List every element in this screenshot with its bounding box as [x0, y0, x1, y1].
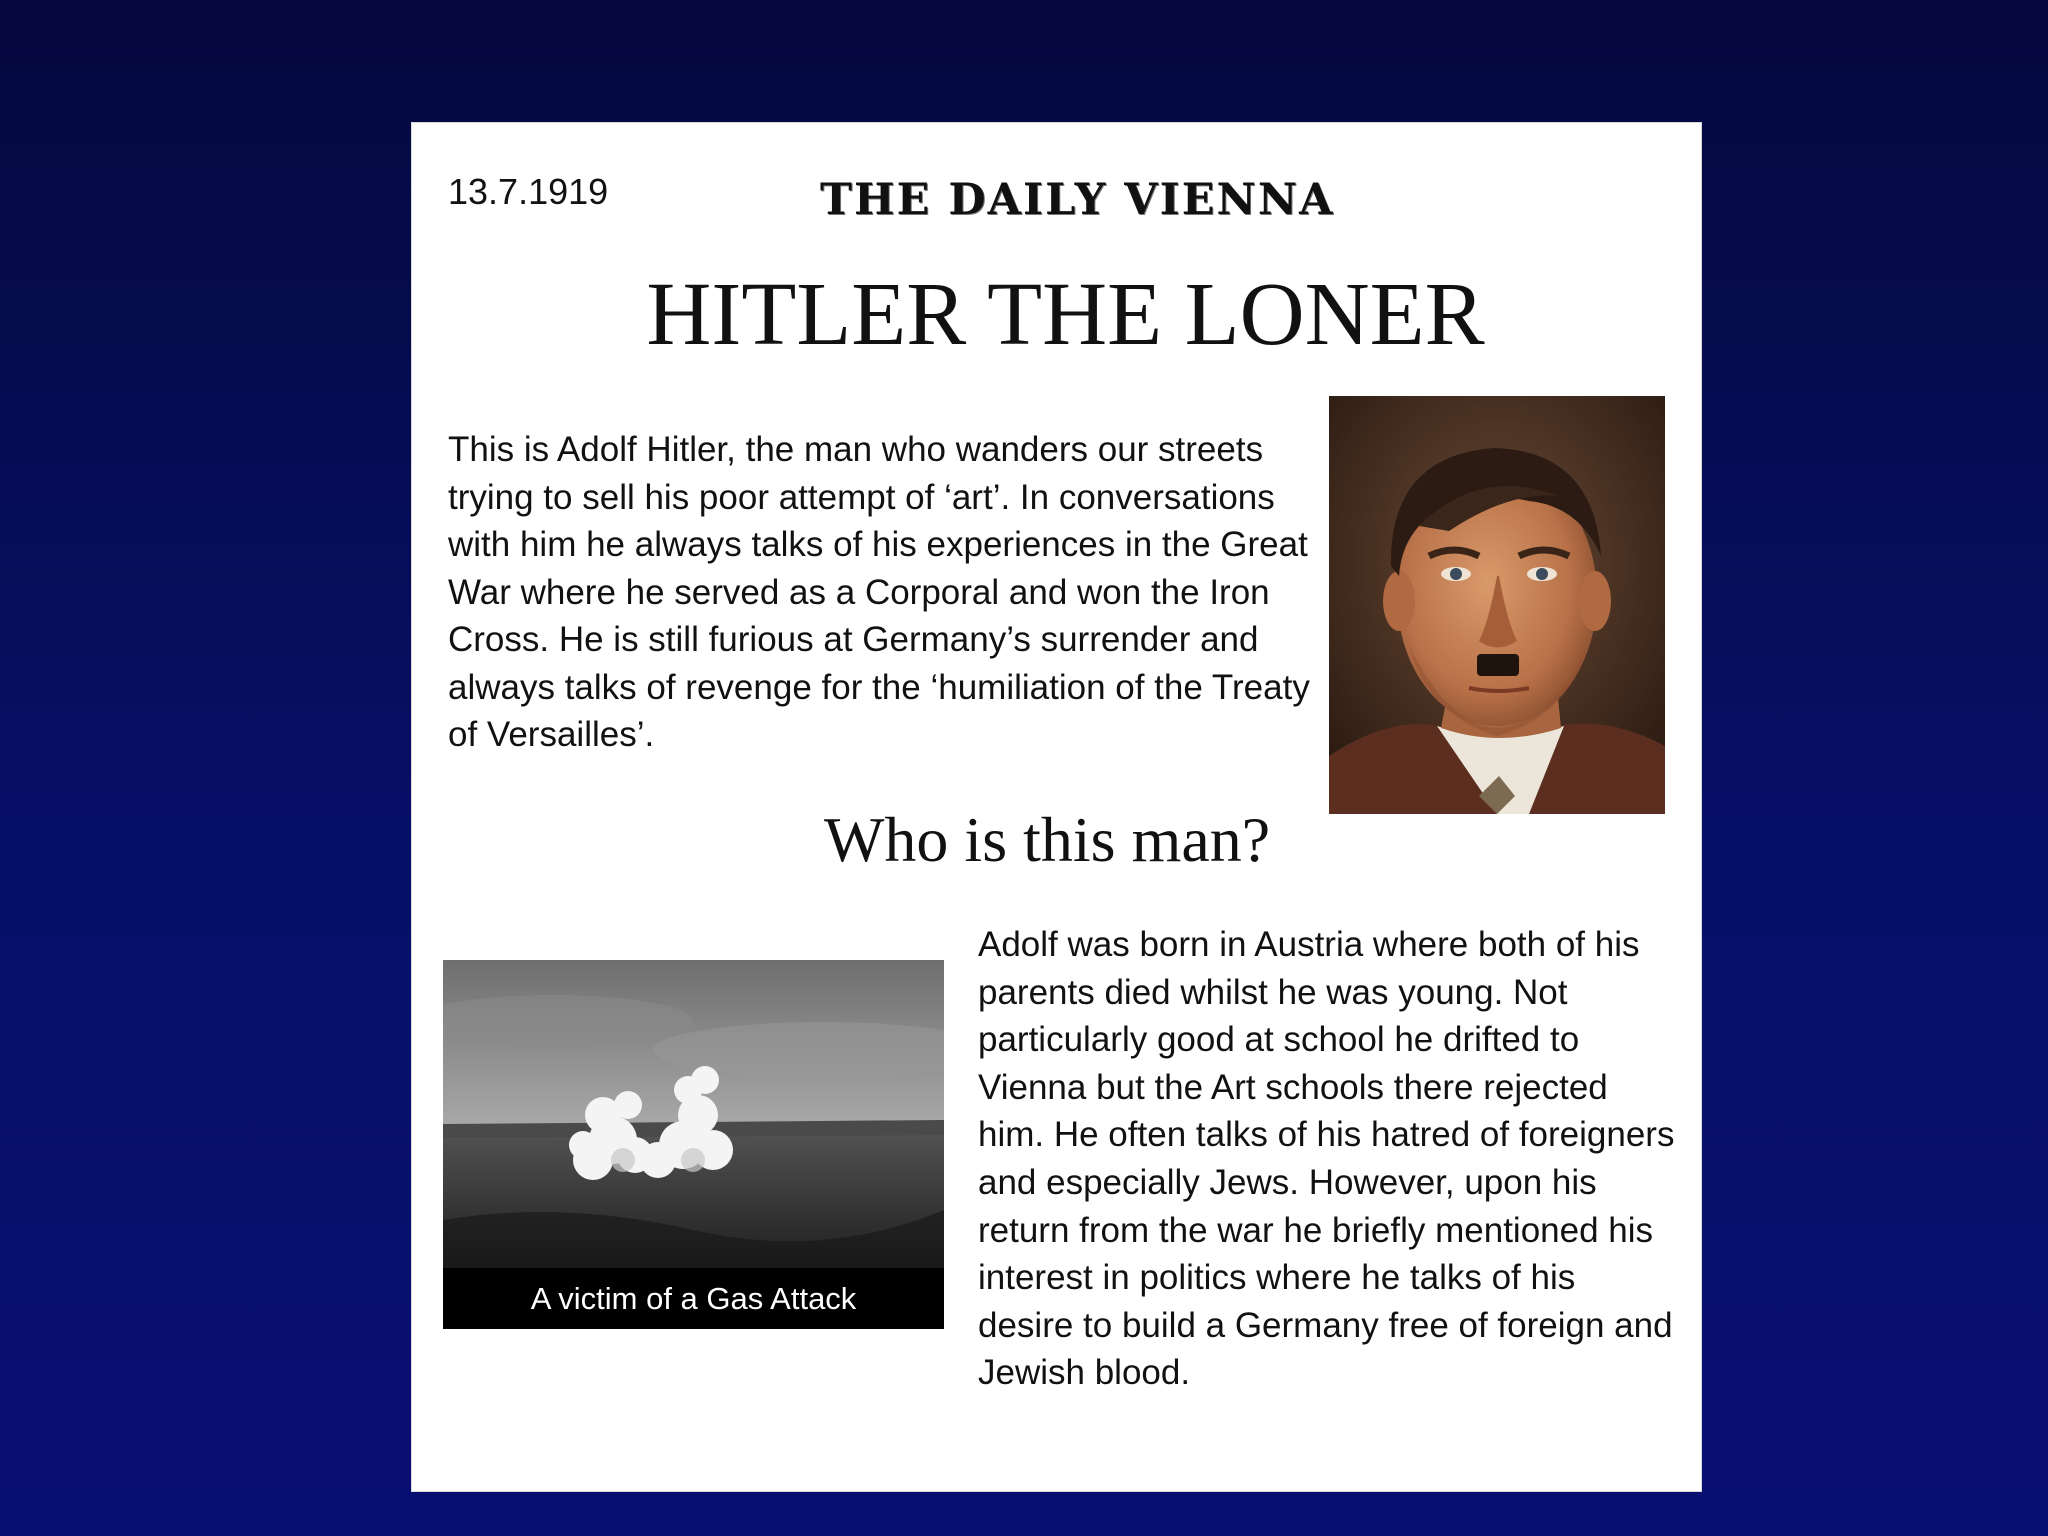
gas-attack-photo	[443, 960, 944, 1268]
story-paragraph-1: This is Adolf Hitler, the man who wanders our streets trying to sell his poor attempt of ‘art’. In conversations with him he always talks of his experiences in the Great War where he served as a Corporal and won the Iron Cross. He is still furious at Germany’s surrender and always talks of revenge for the ‘humiliation of the Treaty of Versailles’.	[448, 430, 1310, 754]
newspaper-masthead: THE DAILY VIENNA	[820, 175, 1335, 225]
subheading: Who is this man?	[824, 804, 1271, 875]
issue-date: 13.7.1919	[448, 171, 609, 212]
portrait-photo	[1329, 396, 1665, 814]
newspaper-page	[412, 123, 1701, 1491]
photo-caption: A victim of a Gas Attack	[530, 1281, 857, 1316]
headline: HITLER THE LONER	[646, 265, 1485, 364]
gas-attack-photo-block	[443, 960, 944, 1329]
story-paragraph-2: Adolf was born in Austria where both of his parents died whilst he was young. Not particularly good at school he drifted to Vienna but the Art schools there rejected him. He often talks of his hatred of foreigners and especially Jews. However, upon his return from the war he briefly mentioned his interest in politics where he talks of his desire to build a Germany free of foreign and Jewish blood.	[978, 925, 1675, 1393]
